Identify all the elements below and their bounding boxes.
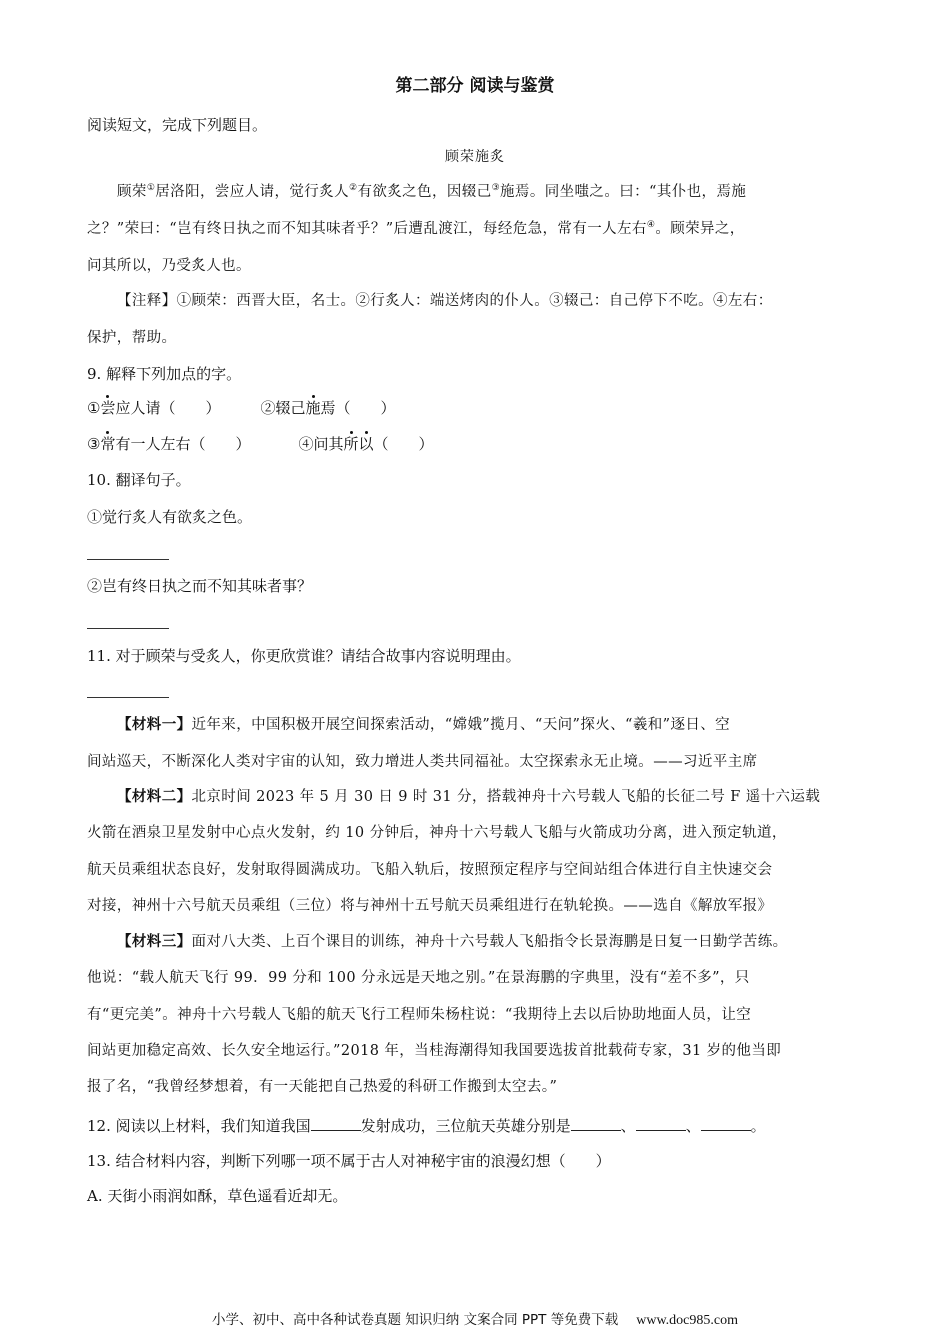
question-9-items-row-2: ③常有一人左右（ ） ④问其所以（ ） [87, 435, 434, 453]
fill-blank[interactable] [636, 1116, 686, 1131]
material-2-line-2: 火箭在酒泉卫星发射中心点火发射，约 10 分钟后，神舟十六号载人飞船与火箭成功分离，进入预定轨道， [87, 825, 787, 841]
question-11-stem: 11. 对于顾荣与受炙人，你更欣赏谁？请结合故事内容说明理由。 [87, 647, 521, 665]
dotted-char: 所 [343, 435, 359, 453]
passage-title: 顾荣施炙 [445, 149, 505, 165]
question-12: 12. 阅读以上材料，我们知道我国 发射成功，三位航天英雄分别是 、 、 。 [87, 1117, 766, 1135]
material-3-line-5: 报了名，“我曾经梦想着，有一天能把自己热爱的科研工作搬到太空去。” [87, 1079, 558, 1095]
fill-blank[interactable] [701, 1116, 751, 1131]
dotted-char: 常 [100, 435, 116, 453]
annotation-line-2: 保护，帮助。 [87, 330, 177, 346]
passage-line-3: 问其所以，乃受炙人也。 [87, 258, 251, 274]
footer-url[interactable]: www.doc985.com [636, 1313, 738, 1328]
reading-instruction: 阅读短文，完成下列题目。 [87, 116, 268, 134]
passage-line-2: 之？”荣曰：“岂有终日执之而不知其味者乎？”后遭乱渡江，每经危急，常有一人左右④。顾荣异之， [87, 220, 745, 237]
material-3-line-1: 【材料三】面对八大类、上百个课目的训练，神舟十六号载人飞船指令长景海鹏是日复一日勤学苦练。 [117, 933, 788, 950]
material-2-line-4: 对接，神州十六号航天员乘组（三位）将与神州十五号航天员乘组进行在轨轮换。——选自《解放军报》 [87, 898, 773, 914]
answer-blank[interactable] [87, 614, 867, 634]
material-2-line-1: 【材料二】北京时间 2023 年 5 月 30 日 9 时 31 分，搭载神舟十六号载人飞船的长征二号 F 遥十六运载 [117, 788, 821, 805]
answer-blank[interactable] [87, 683, 867, 703]
dotted-char: 以 [358, 435, 374, 453]
material-1-line-2: 间站巡天，不断深化人类对宇宙的认知，致力增进人类共同福祉。太空探索永无止境。——习近平主席 [87, 754, 758, 770]
section-title: 第二部分 阅读与鉴赏 [395, 76, 555, 96]
question-13-option-a: A. 天街小雨润如酥，草色遥看近却无。 [87, 1187, 348, 1205]
dotted-char: 施 [305, 399, 321, 417]
material-1-line-1: 【材料一】近年来，中国积极开展空间探索活动，“嫦娥”揽月、“天问”探火、“羲和”逐日、空 [117, 716, 731, 733]
material-2-line-3: 航天员乘组状态良好，发射取得圆满成功。飞船入轨后，按照预定程序与空间站组合体进行自主快速交会 [87, 862, 773, 878]
fill-blank[interactable] [571, 1116, 621, 1131]
question-10-sentence-2: ②岂有终日执之而不知其味者事？ [87, 577, 313, 595]
material-3-line-3: 有“更完美”。神舟十六号载人飞船的航天飞行工程师朱杨柱说：“我期待上去以后协助地面人员，让空 [87, 1007, 752, 1023]
page-footer: 小学、初中、高中各种试卷真题 知识归纳 文案合同 PPT 等免费下载 www.doc985.com [212, 1312, 738, 1328]
question-13-stem: 13. 结合材料内容，判断下列哪一项不属于古人对神秘宇宙的浪漫幻想（ ） [87, 1152, 611, 1170]
question-9-items-row-1: ①尝应人请（ ） ②辍己施焉（ ） [87, 399, 396, 417]
question-10-stem: 10. 翻译句子。 [87, 471, 191, 489]
passage-line-1: 顾荣①居洛阳，尝应人请，觉行炙人②有欲炙之色，因辍己③施焉。同坐嗤之。曰：“其仆也，焉施 [117, 183, 747, 200]
material-3-line-4: 间站更加稳定高效、长久安全地运行。”2018 年，当桂海潮得知我国要选拔首批载荷专家，31 岁的他当即 [87, 1043, 782, 1059]
dotted-char: 尝 [100, 399, 116, 417]
question-10-sentence-1: ①觉行炙人有欲炙之色。 [87, 508, 253, 526]
answer-blank[interactable] [87, 545, 867, 565]
fill-blank[interactable] [311, 1116, 361, 1131]
question-9-stem: 9. 解释下列加点的字。 [87, 365, 242, 383]
material-3-line-2: 他说：“载人航天飞行 99．99 分和 100 分永远是天地之别。”在景海鹏的字典里，没有“差不多”，只 [87, 970, 750, 986]
annotation-line-1: 【注释】①顾荣：西晋大臣，名士。②行炙人：端送烤肉的仆人。③辍己：自己停下不吃。④左右： [117, 293, 773, 309]
